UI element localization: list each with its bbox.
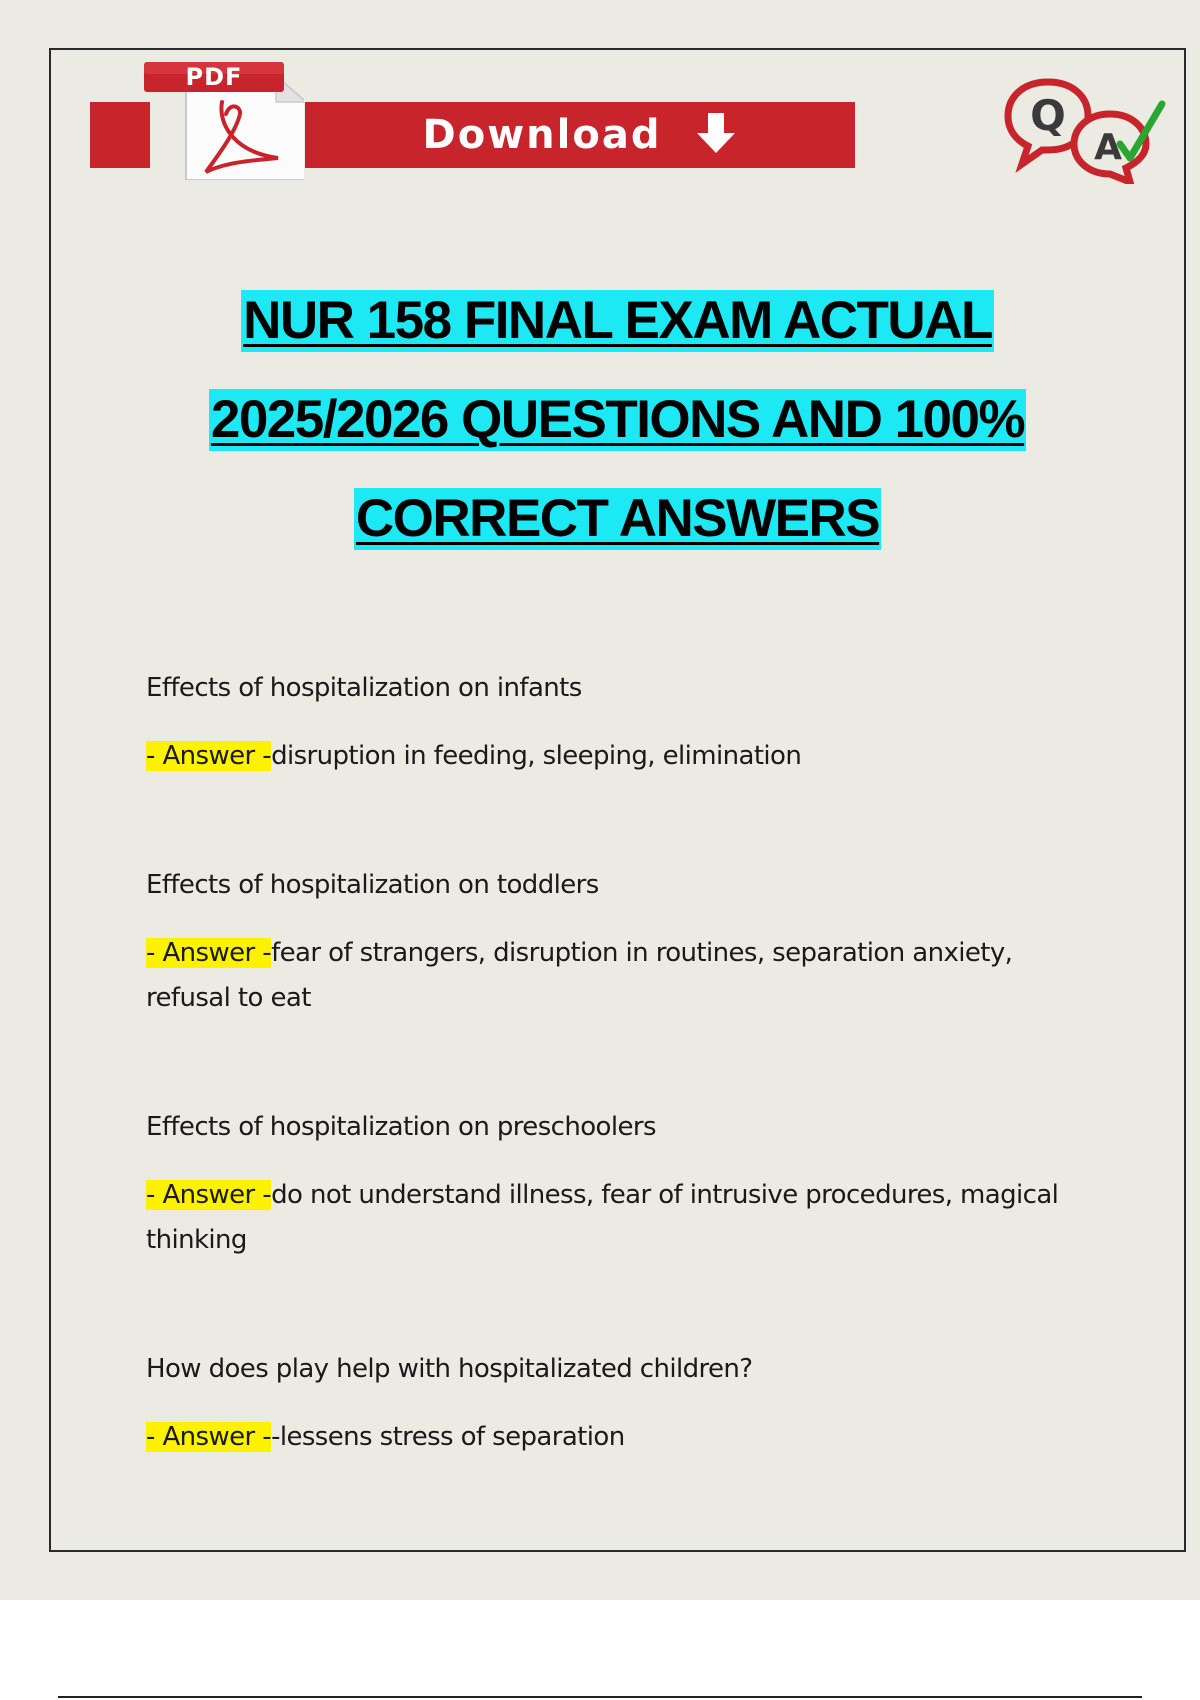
answer-text bbox=[146, 1415, 1096, 1460]
document-title bbox=[49, 290, 1186, 587]
page-frame bbox=[49, 48, 1186, 1552]
answer-tag: - Answer - bbox=[146, 741, 272, 771]
answer-tag: - Answer - bbox=[146, 1422, 272, 1452]
qa-logo bbox=[1000, 74, 1170, 184]
answer-body: fear of strangers, disruption in routines, separation anxiety, refusal to eat bbox=[146, 938, 1013, 1013]
answer-tag: - Answer - bbox=[146, 938, 272, 968]
download-label: Download bbox=[422, 112, 662, 158]
qa-item bbox=[146, 865, 1096, 1021]
qa-item bbox=[146, 1107, 1096, 1263]
banner-left-strip bbox=[90, 102, 150, 168]
download-bar[interactable] bbox=[305, 102, 855, 168]
answer-body: do not understand illness, fear of intrusive procedures, magical thinking bbox=[146, 1180, 1059, 1255]
question-text: Effects of hospitalization on toddlers bbox=[146, 870, 599, 900]
answer-text bbox=[146, 1173, 1096, 1263]
answer-text bbox=[146, 734, 1096, 779]
title-line-1: NUR 158 FINAL EXAM ACTUAL bbox=[243, 291, 992, 350]
title-line-3: CORRECT ANSWERS bbox=[355, 489, 880, 548]
question-text: How does play help with hospitalizated children? bbox=[146, 1354, 753, 1384]
pdf-document-icon bbox=[144, 62, 304, 180]
question-text: Effects of hospitalization on preschoolers bbox=[146, 1112, 656, 1142]
title-line-2: 2025/2026 QUESTIONS AND 100% bbox=[210, 390, 1025, 449]
pdf-badge-label: PDF bbox=[185, 63, 243, 91]
answer-text bbox=[146, 931, 1096, 1021]
pdf-download-banner[interactable] bbox=[90, 60, 860, 180]
answer-tag: - Answer - bbox=[146, 1180, 272, 1210]
answer-body: -lessens stress of separation bbox=[271, 1422, 625, 1452]
qa-item bbox=[146, 1349, 1096, 1460]
bottom-rule bbox=[58, 1696, 1142, 1698]
question-text: Effects of hospitalization on infants bbox=[146, 673, 582, 703]
download-arrow-icon bbox=[695, 111, 737, 160]
qa-item bbox=[146, 668, 1096, 779]
qa-letter-a: A bbox=[1094, 127, 1122, 168]
qa-letter-q: Q bbox=[1030, 91, 1066, 140]
answer-body: disruption in feeding, sleeping, elimination bbox=[271, 741, 802, 771]
